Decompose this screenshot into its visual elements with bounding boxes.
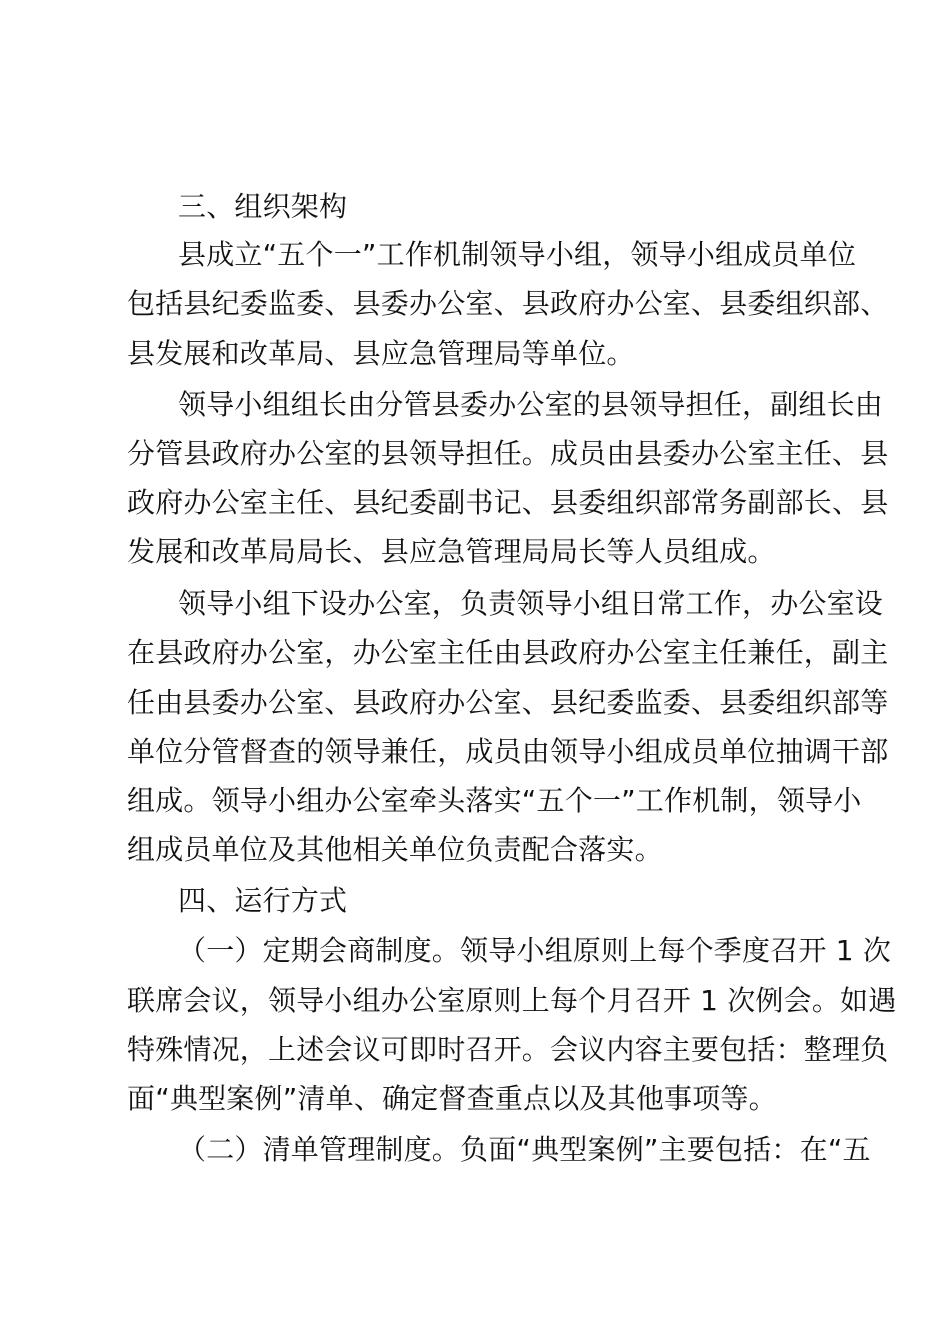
paragraph-line: 组成。领导小组办公室牵头落实“五个一”工作机制，领导小	[127, 784, 862, 817]
paragraph-line: （二）清单管理制度。负面“典型案例”主要包括：在“五	[178, 1133, 871, 1166]
paragraph-line: 组成员单位及其他相关单位负责配合落实。	[127, 833, 663, 866]
paragraph-line: （一）定期会商制度。领导小组原则上每个季度召开 1 次	[178, 934, 892, 967]
section-heading-3: 三、组织架构	[178, 190, 348, 223]
paragraph-line: 发展和改革局局长、县应急管理局局长等人员组成。	[127, 535, 776, 568]
paragraph-line: 县成立“五个一”工作机制领导小组，领导小组成员单位	[178, 238, 857, 271]
paragraph-line: 单位分管督查的领导兼任，成员由领导小组成员单位抽调干部	[127, 735, 889, 768]
section-heading-4: 四、运行方式	[178, 884, 348, 917]
paragraph-line: 县发展和改革局、县应急管理局等单位。	[127, 337, 635, 370]
paragraph-line: 面“典型案例”清单、确定督查重点以及其他事项等。	[127, 1082, 777, 1115]
paragraph-line: 任由县委办公室、县政府办公室、县纪委监委、县委组织部等	[127, 686, 889, 719]
paragraph-line: 领导小组下设办公室，负责领导小组日常工作，办公室设	[178, 587, 884, 620]
paragraph-line: 联席会议，领导小组办公室原则上每个月召开 1 次例会。如遇	[127, 984, 897, 1017]
paragraph-line: 政府办公室主任、县纪委副书记、县委组织部常务副部长、县	[127, 486, 889, 519]
paragraph-line: 在县政府办公室，办公室主任由县政府办公室主任兼任，副主	[127, 636, 889, 669]
paragraph-line: 包括县纪委监委、县委办公室、县政府办公室、县委组织部、	[127, 287, 889, 320]
paragraph-line: 分管县政府办公室的县领导担任。成员由县委办公室主任、县	[127, 437, 889, 470]
paragraph-line: 特殊情况，上述会议可即时召开。会议内容主要包括：整理负	[127, 1033, 889, 1066]
paragraph-line: 领导小组组长由分管县委办公室的县领导担任，副组长由	[178, 388, 884, 421]
